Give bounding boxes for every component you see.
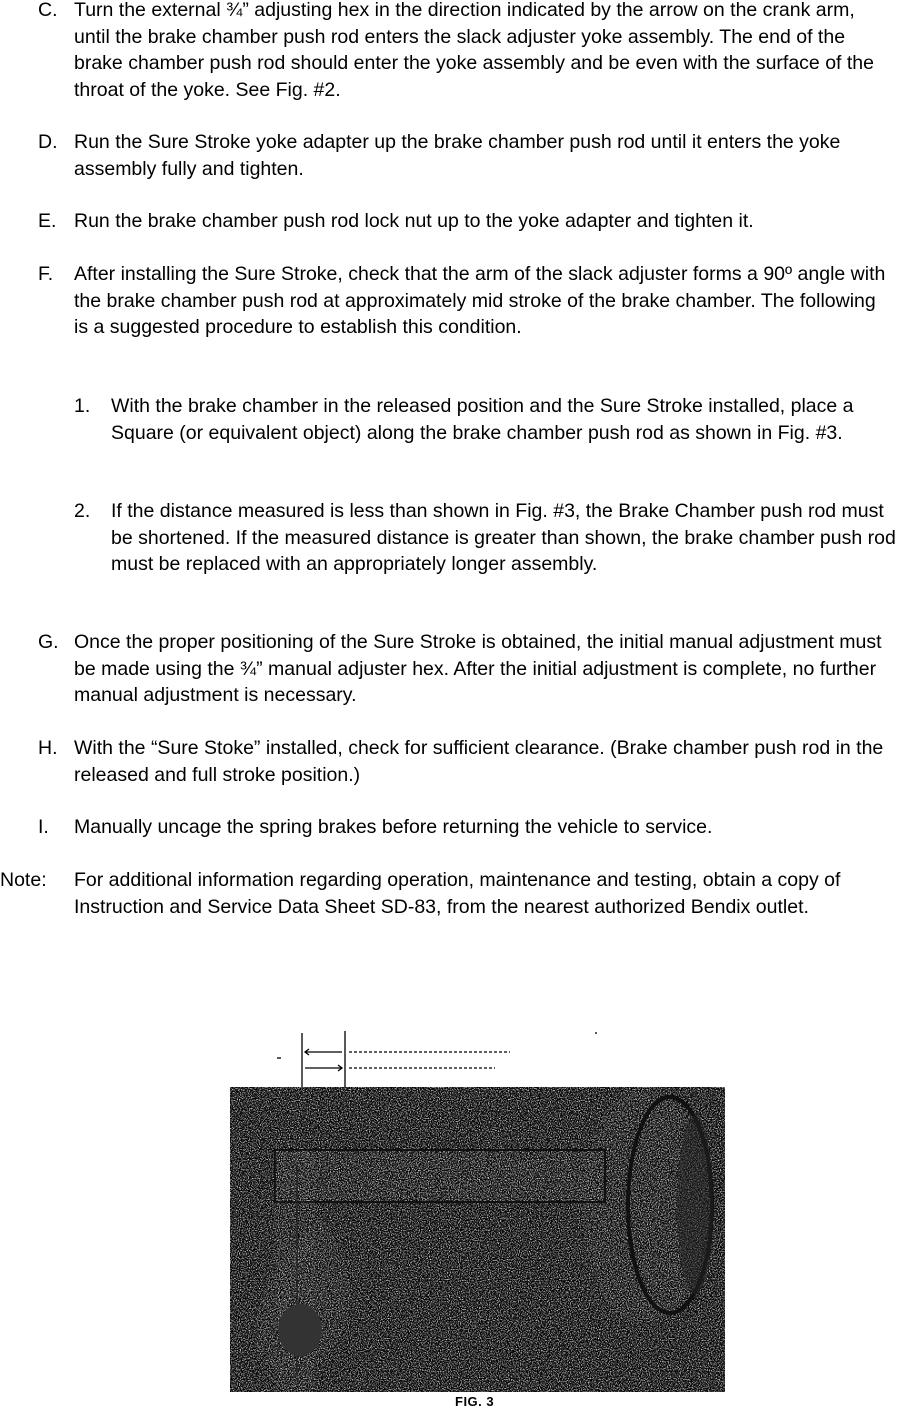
substep-2 [74,498,897,578]
step-g [38,629,893,709]
note-label: Note: [0,869,47,891]
step-c [38,0,893,103]
step-text: Manually uncage the spring brakes before returning the vehicle to service. [74,816,713,838]
step-e [38,208,893,235]
substep-label: 1. [74,395,91,417]
note-text: For additional information regarding operation, maintenance and testing, obtain a copy of Instruction and Service Data Sheet SD-83, from the nearest authorized Bendix outlet. [74,869,841,918]
step-label: C. [38,0,58,21]
step-text: Turn the external ¾” adjusting hex in the direction indicated by the arrow on the crank arm, until the brake chamber push rod enters the slack adjuster yoke assembly. The end of the brake chamber push rod should enter the yoke assembly and be even with the surface of the throat of the yoke. See Fig. #2. [74,0,874,101]
brake-chamber [583,1087,713,1323]
figure-caption: FIG. 3 [455,1394,495,1409]
step-label: F. [38,263,54,285]
step-h [38,735,893,788]
substep-text: If the distance measured is less than shown in Fig. #3, the Brake Chamber push rod must be shortened. If the measured distance is greater than shown, the brake chamber push rod must be replaced with an appropriately longer assembly. [111,500,896,575]
step-f [38,261,893,341]
step-label: I. [38,816,49,838]
step-text: Once the proper positioning of the Sure Stroke is obtained, the initial manual adjustment must be made using the ¾” manual adjuster hex. After the initial adjustment is complete, no further manual adjustment is necessary. [74,631,882,706]
step-text: With the “Sure Stoke” installed, check for sufficient clearance. (Brake chamber push rod in the released and full stroke position.) [74,737,884,786]
note [0,867,897,920]
fig3-photo [225,1025,730,1410]
step-text: After installing the Sure Stroke, check that the arm of the slack adjuster forms a 90º angle with the brake chamber push rod at approximately mid stroke of the brake chamber. The following is a suggested procedure to establish this condition. [74,263,886,338]
substep-text: With the brake chamber in the released position and the Sure Stroke installed, place a Square (or equivalent object) along the brake chamber push rod as shown in Fig. #3. [111,395,854,444]
square-rod [275,1150,605,1202]
substep-1 [74,393,897,446]
step-label: H. [38,737,58,759]
step-i [38,814,893,841]
step-text: Run the Sure Stroke yoke adapter up the brake chamber push rod until it enters the yoke assembly fully and tighten. [74,131,841,180]
step-label: G. [38,631,59,653]
step-label: E. [38,210,57,232]
step-text: Run the brake chamber push rod lock nut up to the yoke adapter and tighten it. [74,210,754,232]
substep-label: 2. [74,500,91,522]
step-label: D. [38,131,58,153]
step-d [38,129,893,182]
